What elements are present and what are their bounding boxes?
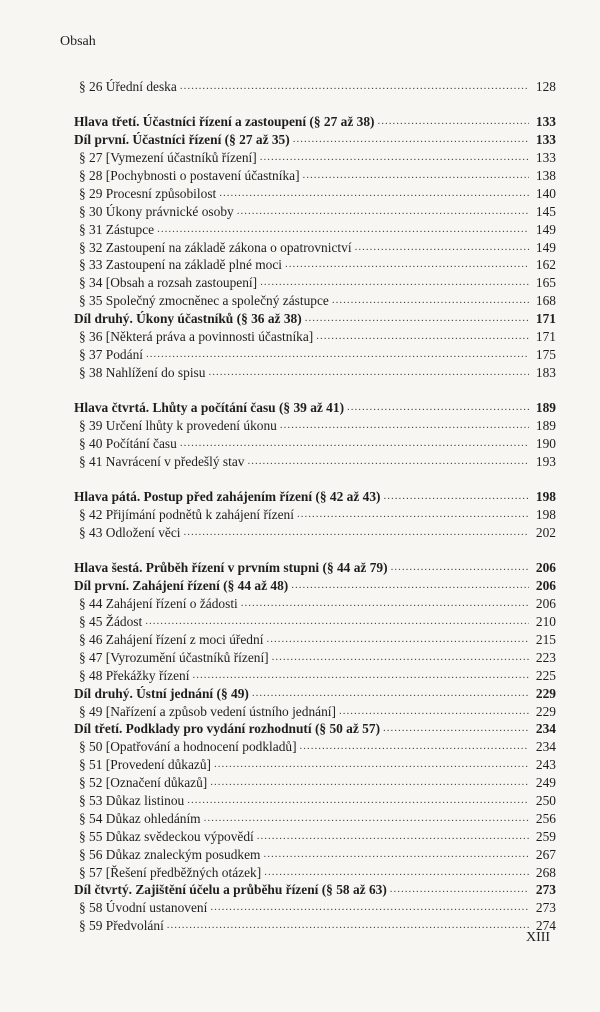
toc-page-number: 206 [535,560,556,576]
toc-entry [74,862,556,880]
dot-leader [208,365,529,380]
toc-page-number: 145 [535,203,556,219]
toc-entry-title: Díl druhý. Ústní jednání (§ 49) [74,685,249,701]
toc-entry-title: § 27 [Vymezení účastníků řízení] [79,150,257,166]
toc-entry-title: § 30 Úkony právnické osoby [79,203,234,219]
toc-page-number: 223 [535,649,556,665]
toc-entry-title: § 47 [Vyrozumění účastníků řízení] [79,649,269,665]
toc-page-number: 175 [535,346,556,362]
toc-entry-title: § 40 Počítání času [79,435,177,451]
dot-leader [180,436,529,451]
running-header: Obsah [60,34,96,49]
toc-entry-title: § 39 Určení lhůty k provedení úkonu [79,418,277,434]
dot-leader [260,275,529,290]
toc-page-number: 210 [535,614,556,630]
dot-leader [146,347,529,362]
dot-leader [378,114,530,129]
toc-page-number: 256 [535,810,556,826]
toc-entry [74,201,556,219]
toc-entry [74,790,556,808]
toc-page-number: 168 [535,293,556,309]
dot-leader [241,596,529,611]
dot-leader [285,257,529,272]
toc-entry-title: § 38 Nahlížení do spisu [79,364,206,380]
toc-entry-title: § 59 Předvolání [79,918,164,934]
toc-entry [74,593,556,611]
toc-page-number: 133 [535,114,556,130]
toc-page-number: 171 [535,328,556,344]
dot-leader [316,329,529,344]
toc-entry [74,897,556,915]
dot-leader [204,811,529,826]
toc-entry-title: § 49 [Nařízení a způsob vedení ústního jednání] [79,703,336,719]
toc-entry-title: § 46 Zahájení řízení z moci úřední [79,631,264,647]
toc-entry [74,629,556,647]
toc-page-number: 225 [535,667,556,683]
dot-leader [260,150,529,165]
dot-leader [214,757,529,772]
toc-entry-title: Díl třetí. Podklady pro vydání rozhodnutí (§ 50 až 57) [74,721,381,737]
toc-entry-title: Díl první. Účastníci řízení (§ 27 až 35) [74,132,290,148]
toc-page-number: 140 [535,185,556,201]
toc-page-number: 259 [535,828,556,844]
dot-leader [252,686,529,701]
toc-page-number: 198 [535,489,556,505]
toc-entry [74,183,556,201]
toc-entry-title: § 52 [Označení důkazů] [79,775,208,791]
toc-entry-title: § 54 Důkaz ohledáním [79,810,201,826]
dot-leader [157,222,529,237]
toc-entry-title: Díl čtvrtý. Zajištění účelu a průběhu řízení (§ 58 až 63) [74,882,387,898]
toc-entry [74,701,556,719]
toc-entry [74,665,556,683]
toc-page-number: 206 [535,596,556,612]
toc-entry [74,451,556,469]
toc-entry [74,611,556,629]
toc-entry [74,147,556,165]
dot-leader [355,240,529,255]
dot-leader [383,489,529,504]
toc-entry [74,290,556,308]
toc-page-number: 267 [535,846,556,862]
dot-leader [167,918,529,933]
toc-page-number: 133 [535,150,556,166]
toc-heading [74,557,556,575]
toc-entry-title: Hlava pátá. Postup před zahájením řízení (§ 42 až 43) [74,489,381,505]
toc-page-number: 234 [535,721,556,737]
toc-heading [74,719,556,737]
toc-entry-title: § 26 Úřední deska [79,78,177,94]
toc-entry-title: § 29 Procesní způsobilost [79,185,217,201]
toc-heading [74,880,556,898]
toc-entry [74,237,556,255]
toc-entry-title: § 32 Zastoupení na základě zákona o opatrovnictví [79,239,352,255]
toc-entry [74,344,556,362]
toc-entry [74,433,556,451]
toc-page-number: 215 [535,631,556,647]
dot-leader [264,865,529,880]
toc-entry [74,165,556,183]
toc-entry-title: § 51 [Provedení důkazů] [79,757,212,773]
toc-entry-title: § 50 [Opatřování a hodnocení podkladů] [79,739,297,755]
toc-heading [74,397,556,415]
toc-entry [74,219,556,237]
page-number: XIII [526,930,551,945]
toc-entry [74,76,556,94]
dot-leader [263,847,529,862]
dot-leader [180,79,529,94]
toc-page-number: 138 [535,167,556,183]
dot-leader [300,739,529,754]
toc-entry [74,415,556,433]
toc-page-number: 243 [535,757,556,773]
toc-entry [74,736,556,754]
dot-leader [210,775,529,790]
toc-page-number: 171 [535,311,556,327]
toc-page-number: 128 [535,78,556,94]
toc-page-number: 189 [535,400,556,416]
toc-page-number: 190 [535,435,556,451]
toc-page-number: 274 [535,918,556,934]
toc-page-number: 249 [535,775,556,791]
toc-page-number: 133 [535,132,556,148]
toc-page-number: 202 [535,524,556,540]
toc-entry-title: § 33 Zastoupení na základě plné moci [79,257,283,273]
dot-leader [210,900,529,915]
toc-page-number: 162 [535,257,556,273]
toc-page-number: 193 [535,453,556,469]
toc-entry-title: § 34 [Obsah a rozsah zastoupení] [79,275,258,291]
dot-leader [184,525,529,540]
dot-leader [266,632,529,647]
toc-page-number: 273 [535,882,556,898]
dot-leader [297,507,529,522]
toc-entry-title: § 43 Odložení věci [79,524,181,540]
toc-heading [74,111,556,129]
toc-entry [74,504,556,522]
toc-heading [74,129,556,147]
toc-page-number: 268 [535,864,556,880]
dot-leader [391,560,529,575]
toc-page-number: 165 [535,275,556,291]
toc-page-number: 149 [535,239,556,255]
toc-heading [74,308,556,326]
toc-entry [74,772,556,790]
toc-page-number: 229 [535,703,556,719]
dot-leader [272,650,529,665]
dot-leader [305,311,529,326]
dot-leader [247,454,529,469]
dot-leader [257,829,529,844]
dot-leader [390,882,529,897]
toc-entry [74,255,556,273]
toc-entry [74,754,556,772]
toc-entry [74,272,556,290]
toc-entry-title: Díl první. Zahájení řízení (§ 44 až 48) [74,578,289,594]
table-of-contents [74,76,556,933]
dot-leader [303,168,529,183]
toc-entry-title: § 53 Důkaz listinou [79,792,185,808]
toc-page-number: 183 [535,364,556,380]
toc-heading [74,486,556,504]
dot-leader [293,132,529,147]
toc-entry-title: § 41 Navrácení v předešlý stav [79,453,245,469]
toc-entry [74,844,556,862]
dot-leader [237,204,529,219]
toc-entry-title: Hlava čtvrtá. Lhůty a počítání času (§ 39 až 41) [74,400,345,416]
toc-entry-title: § 55 Důkaz svědeckou výpovědí [79,828,254,844]
dot-leader [383,721,529,736]
toc-entry-title: § 28 [Pochybnosti o postavení účastníka] [79,167,300,183]
toc-entry-title: § 35 Společný zmocněnec a společný zástupce [79,293,329,309]
toc-entry-title: § 56 Důkaz znaleckým posudkem [79,846,261,862]
dot-leader [192,668,529,683]
toc-entry [74,647,556,665]
toc-entry-title: § 45 Žádost [79,614,143,630]
toc-entry [74,326,556,344]
toc-entry-title: § 58 Úvodní ustanovení [79,900,208,916]
dot-leader [187,793,529,808]
toc-page-number: 229 [535,685,556,701]
toc-heading [74,575,556,593]
toc-entry [74,522,556,540]
dot-leader [219,186,529,201]
toc-entry [74,362,556,380]
toc-entry-title: § 37 Podání [79,346,143,362]
toc-entry-title: § 44 Zahájení řízení o žádosti [79,596,238,612]
toc-page-number: 198 [535,507,556,523]
toc-page-number: 189 [535,418,556,434]
toc-entry [74,826,556,844]
toc-entry-title: Hlava třetí. Účastníci řízení a zastoupení (§ 27 až 38) [74,114,375,130]
dot-leader [339,704,529,719]
toc-heading [74,683,556,701]
toc-page-number: 250 [535,792,556,808]
toc-page-number: 149 [535,221,556,237]
toc-entry [74,915,556,933]
dot-leader [280,418,529,433]
toc-entry-title: § 48 Překážky řízení [79,667,190,683]
dot-leader [291,578,529,593]
toc-entry-title: Hlava šestá. Průběh řízení v prvním stupni (§ 44 až 79) [74,560,388,576]
dot-leader [347,400,529,415]
toc-entry-title: § 31 Zástupce [79,221,155,237]
toc-page-number: 206 [535,578,556,594]
toc-page-number: 234 [535,739,556,755]
toc-page-number: 273 [535,900,556,916]
toc-entry-title: Díl druhý. Úkony účastníků (§ 36 až 38) [74,311,302,327]
toc-entry-title: § 42 Přijímání podnětů k zahájení řízení [79,507,294,523]
toc-entry-title: § 36 [Některá práva a povinnosti účastníka] [79,328,314,344]
toc-entry [74,808,556,826]
dot-leader [145,614,529,629]
toc-entry-title: § 57 [Řešení předběžných otázek] [79,864,262,880]
dot-leader [332,293,529,308]
